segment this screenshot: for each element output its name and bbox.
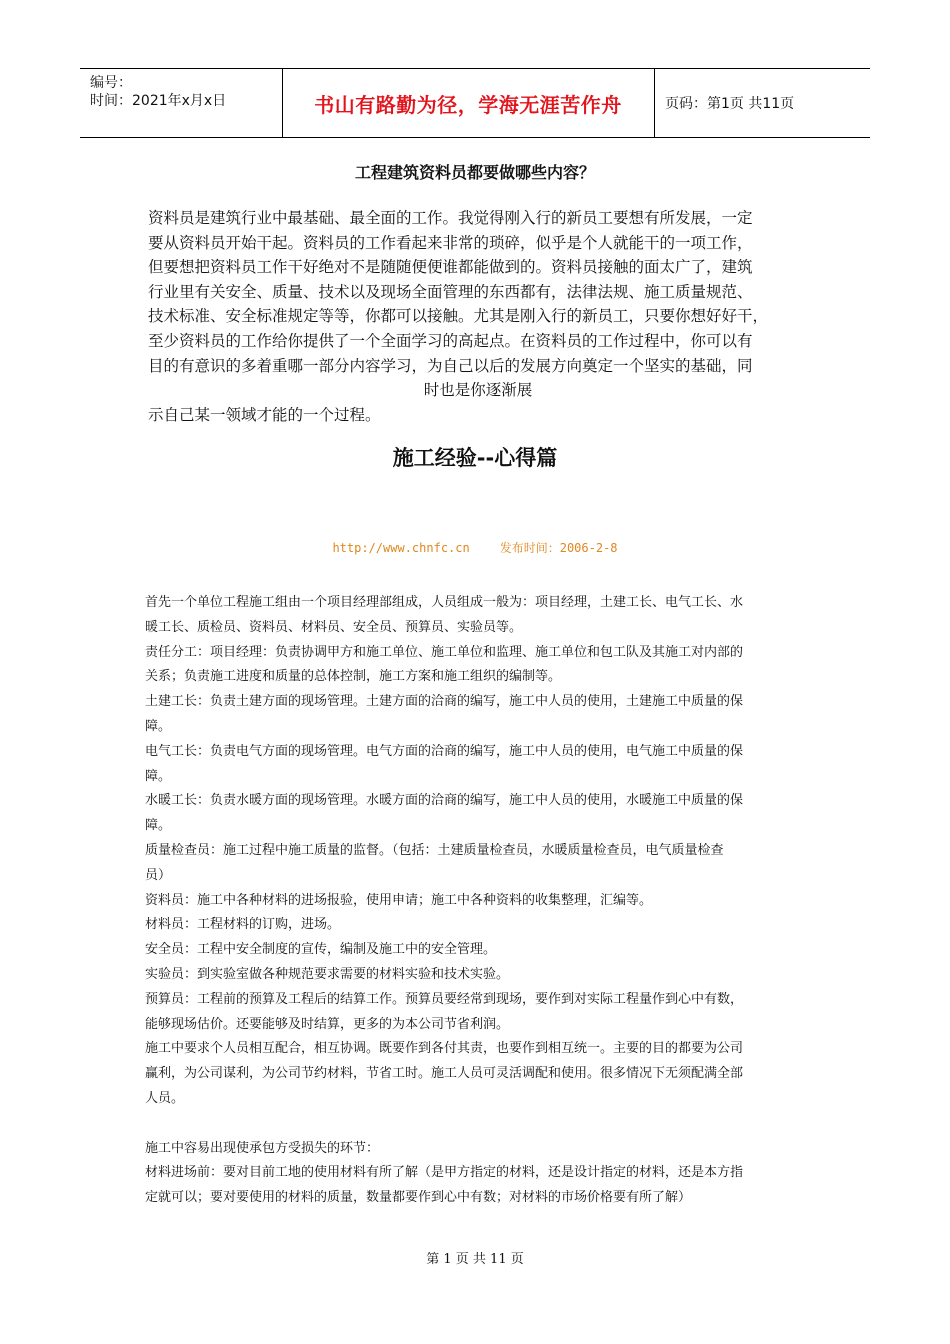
- body-line: 障。: [145, 718, 172, 734]
- body-line: 能够现场估价。还要能够及时结算，更多的为本公司节省利润。: [145, 1016, 510, 1032]
- intro-line: 资料员是建筑行业中最基础、最全面的工作。我觉得刚入行的新员工要想有所发展，一定: [148, 209, 753, 227]
- body-line: 资料员：施工中各种材料的进场报验，使用申请；施工中各种资料的收集整理，汇编等。: [145, 892, 653, 908]
- body-line: 土建工长：负责土建方面的现场管理。土建方面的洽商的编写，施工中人员的使用，土建施工中质量的保: [145, 694, 744, 710]
- intro-line: 行业里有关安全、质量、技术以及现场全面管理的东西都有，法律法规、施工质量规范、: [148, 282, 753, 301]
- body-line: 水暖工长：负责水暖方面的现场管理。水暖方面的洽商的编写，施工中人员的使用，水暖施工中质量的保: [145, 793, 744, 809]
- header-table: [80, 68, 870, 138]
- body-line: 安全员：工程中安全制度的宣传，编制及施工中的安全管理。: [145, 942, 497, 958]
- body-line: 障。: [145, 818, 172, 834]
- page-info: 页码：第1页 共11页: [665, 96, 795, 112]
- page-footer: 第 1 页 共 11 页: [426, 1252, 524, 1267]
- body-line: 首先一个单位工程施工组由一个项目经理部组成，人员组成一般为：项目经理，土建工长、电气工长、水: [145, 595, 744, 610]
- body-line: 实验员：到实验室做各种规范要求需要的材料实验和技术实验。: [145, 966, 510, 982]
- intro-line: 至少资料员的工作给你提供了一个全面学习的高起点。在资料员的工作过程中，你可以有: [148, 331, 753, 350]
- body-text: [145, 591, 810, 1211]
- intro-line: 技术标准、安全标准规定等等，你都可以接触。尤其是刚入行的新员工，只要你想好好干，: [148, 307, 769, 326]
- source-url[interactable]: http://www.chnfc.cn: [332, 541, 470, 555]
- publish-time: 发布时间：2006-2-8: [499, 541, 618, 555]
- paragraph-gap: [145, 1112, 810, 1137]
- body-line: 施工中容易出现使承包方受损失的环节：: [145, 1140, 380, 1156]
- motto: 书山有路勤为径，学海无涯苦作舟: [282, 69, 655, 137]
- body-line: 预算员：工程前的预算及工程后的结算工作。预算员要经常到现场，要作到对实际工程量作到心中有数，: [145, 991, 744, 1007]
- intro-line: 要从资料员开始干起。资料员的工作看起来非常的琐碎，似乎是个人就能干的一项工作，: [148, 233, 753, 252]
- section-title: 施工经验--心得篇: [392, 446, 558, 470]
- intro-line-last: 示自己某一领域才能的一个过程。: [148, 405, 381, 424]
- body-line: 质量检查员：施工过程中施工质量的监督。（包括：土建质量检查员，水暖质量检查员，电气质量检查: [145, 842, 724, 858]
- body-line: 关系；负责施工进度和质量的总体控制，施工方案和施工组织的编制等。: [145, 669, 562, 685]
- article-title: 工程建筑资料员都要做哪些内容？: [354, 163, 595, 182]
- body-line: 电气工长：负责电气方面的现场管理。电气方面的洽商的编写，施工中人员的使用，电气施工中质量的保: [145, 743, 744, 759]
- body-line: 暖工长、质检员、资料员、材料员、安全员、预算员、实验员等。: [145, 619, 523, 635]
- body-line: 员）: [145, 867, 172, 883]
- intro-line: 目的有意识的多着重哪一部分内容学习，为自己以后的发展方向奠定一个坚实的基础，同: [148, 356, 753, 375]
- body-line: 人员。: [145, 1090, 185, 1106]
- intro-paragraph: [148, 206, 808, 427]
- intro-line: 但要想把资料员工作干好绝对不是随随便便谁都能做到的。资料员接触的面太广了，建筑: [148, 258, 753, 277]
- source-meta: [0, 539, 950, 556]
- number-label: 编号：: [90, 75, 132, 91]
- body-line: 施工中要求个人员相互配合，相互协调。既要作到各付其责，也要作到相互统一。主要的目的都要为公司: [145, 1041, 744, 1057]
- body-line: 材料员：工程材料的订购，进场。: [145, 917, 341, 933]
- body-line: 材料进场前：要对目前工地的使用材料有所了解（是甲方指定的材料，还是设计指定的材料，还是本方指: [145, 1165, 744, 1181]
- date-label: 时间：2021年x月x日: [90, 93, 227, 109]
- body-line: 障。: [145, 768, 172, 784]
- intro-line-centered: 时也是你逐渐展: [423, 381, 533, 400]
- body-line: 赢利，为公司谋利，为公司节约材料，节省工时。施工人员可灵活调配和使用。很多情况下无须配满全部: [145, 1066, 744, 1082]
- body-line: 责任分工：项目经理：负责协调甲方和施工单位、施工单位和监理、施工单位和包工队及其施工对内部的: [145, 644, 744, 660]
- body-line: 定就可以；要对要使用的材料的质量，数量都要作到心中有数；对材料的市场价格要有所了解）: [145, 1190, 692, 1206]
- header-left-cell: [80, 69, 283, 137]
